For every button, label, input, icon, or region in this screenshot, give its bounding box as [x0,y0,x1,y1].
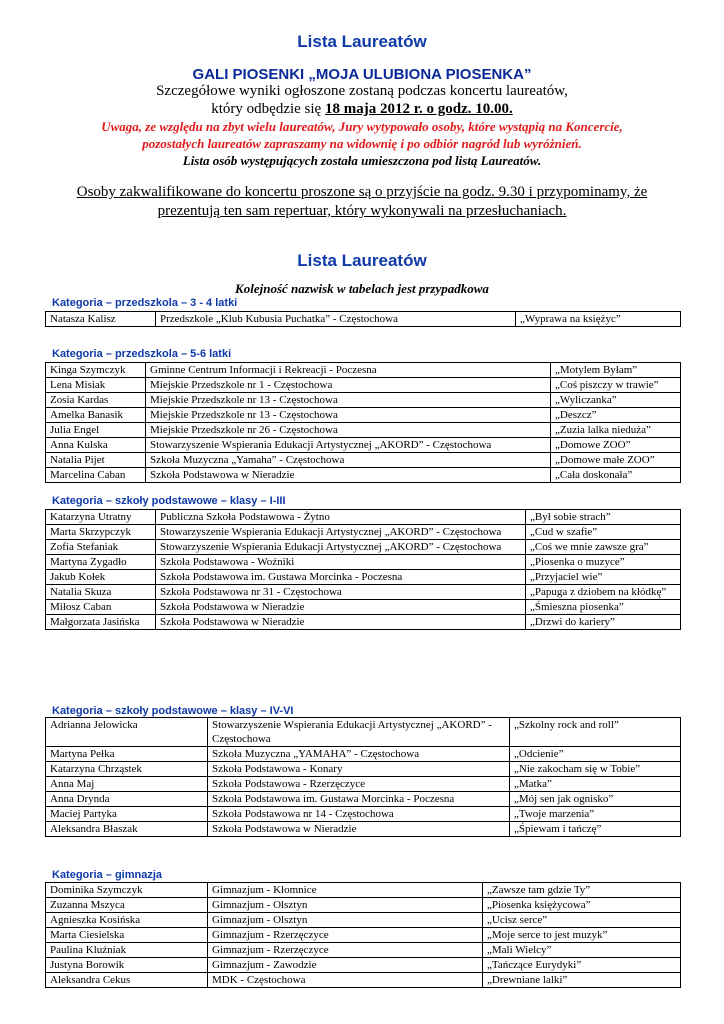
participant-name: Lena Misiak [46,378,146,393]
category-table [45,509,681,630]
warning-line-1: Uwaga, ze względu na zbyt wielu laureatów, Jury wytypowało osoby, które wystąpią na Koncercie, [101,119,623,134]
song-title: „Piosenka księżycowa” [483,898,681,913]
order-note: Kolejność nazwisk w tabelach jest przypadkowa [235,281,489,296]
table-row [46,973,681,988]
participant-name: Zofia Stefaniak [46,540,156,555]
table-row [46,408,681,423]
institution: Szkoła Podstawowa - Konary [208,762,510,777]
participant-name: Natalia Pijet [46,453,146,468]
table-row [46,570,681,585]
institution: Gimnazjum - Olsztyn [208,898,483,913]
participant-name: Adrianna Jelowicka [46,718,208,747]
category-title: Kategoria – przedszkola – 5-6 latki [52,348,232,360]
institution: Szkoła Muzyczna „YAMAHA” - Częstochowa [208,747,510,762]
warning-line-2: pozostałych laureatów zapraszamy na widownię i po odbiór nagród lub wyróżnień. [142,136,582,151]
category-title: Kategoria – szkoły podstawowe – klasy – IV-VI [52,705,294,717]
institution: Stowarzyszenie Wspierania Edukacji Artystycznej „AKORD” - Częstochowa [156,540,526,555]
song-title: „Mali Wielcy” [483,943,681,958]
song-title: „Domowe małe ZOO” [551,453,681,468]
intro-line-1: Szczegółowe wyniki ogłoszone zostaną podczas koncertu laureatów, [156,83,568,99]
table-row [46,913,681,928]
table-row [46,453,681,468]
song-title: „Przyjaciel wie” [526,570,681,585]
song-title: „Piosenka o muzyce” [526,555,681,570]
institution: Stowarzyszenie Wspierania Edukacji Artystycznej „AKORD” - Częstochowa [146,438,551,453]
song-title: „Wyliczanka” [551,393,681,408]
institution: Szkoła Podstawowa - Rzerzęczyce [208,777,510,792]
category-table [45,311,681,327]
table-row [46,762,681,777]
table-row [46,898,681,913]
table-row [46,822,681,837]
table-row [46,777,681,792]
table-row [46,468,681,483]
institution: Szkoła Podstawowa im. Gustawa Morcinka - Poczesna [156,570,526,585]
institution: Szkoła Muzyczna „Yamaha” - Częstochowa [146,453,551,468]
institution: MDK - Częstochowa [208,973,483,988]
institution: Szkoła Podstawowa nr 31 - Częstochowa [156,585,526,600]
table-row [46,747,681,762]
table-row [46,438,681,453]
institution: Gimnazjum - Zawodzie [208,958,483,973]
institution: Gimnazjum - Kłomnice [208,883,483,898]
table-row [46,540,681,555]
participant-name: Paulina Kluźniak [46,943,208,958]
institution: Szkoła Podstawowa w Nieradzie [208,822,510,837]
participant-name: Miłosz Caban [46,600,156,615]
song-title: „Papuga z dziobem na kłódkę” [526,585,681,600]
participant-name: Kinga Szymczyk [46,363,146,378]
song-title: „Śmieszna piosenka” [526,600,681,615]
institution: Szkoła Podstawowa nr 14 - Częstochowa [208,807,510,822]
intro-line-2 [0,101,724,118]
table-row [46,363,681,378]
participant-name: Natasza Kalisz [46,312,156,327]
table-row [46,718,681,747]
performers-note: Lista osób występujących została umieszczona pod listą Laureatów. [182,153,542,168]
participant-name: Anna Drynda [46,792,208,807]
category-title: Kategoria – gimnazja [52,869,163,881]
institution: Szkoła Podstawowa - Woźniki [156,555,526,570]
participant-name: Marcelina Caban [46,468,146,483]
song-title: „Drewniane lalki” [483,973,681,988]
participant-name: Amelka Banasik [46,408,146,423]
table-row [46,600,681,615]
participant-name: Zosia Kardas [46,393,146,408]
category-table [45,882,681,988]
institution: Gimnazjum - Olsztyn [208,913,483,928]
song-title: „Matka” [510,777,681,792]
institution: Miejskie Przedszkole nr 1 - Częstochowa [146,378,551,393]
participant-name: Martyna Pełka [46,747,208,762]
participant-name: Katarzyna Utratny [46,510,156,525]
participant-name: Katarzyna Chrząstek [46,762,208,777]
participant-name: Dominika Szymczyk [46,883,208,898]
participant-name: Marta Skrzypczyk [46,525,156,540]
table-row [46,928,681,943]
participant-name: Aleksandra Cekus [46,973,208,988]
participant-name: Jakub Kołek [46,570,156,585]
page-title: Lista Laureatów [297,32,427,51]
invite-line-1: Osoby zakwalifikowane do koncertu proszone są o przyjście na godz. 9.30 i przypominamy, że [76,184,648,200]
song-title: „Motylem Byłam” [551,363,681,378]
table-row [46,393,681,408]
table-row [46,585,681,600]
participant-name: Justyna Borowik [46,958,208,973]
table-row [46,312,681,327]
institution: Gimnazjum - Rzerzęczyce [208,943,483,958]
song-title: „Ucisz serce” [483,913,681,928]
institution: Gminne Centrum Informacji i Rekreacji - Poczesna [146,363,551,378]
song-title: „Wyprawa na księżyc” [516,312,681,327]
participant-name: Małgorzata Jasińska [46,615,156,630]
song-title: „Moje serce to jest muzyk” [483,928,681,943]
list-title: Lista Laureatów [297,251,427,270]
institution: Stowarzyszenie Wspierania Edukacji Artystycznej „AKORD” - Częstochowa [156,525,526,540]
participant-name: Julia Engel [46,423,146,438]
song-title: „Zawsze tam gdzie Ty” [483,883,681,898]
institution: Stowarzyszenie Wspierania Edukacji Artystycznej „AKORD” - Częstochowa [208,718,510,747]
invite-line-2: prezentują ten sam repertuar, który wykonywali na przesłuchaniach. [157,203,567,219]
institution: Szkoła Podstawowa w Nieradzie [146,468,551,483]
table-row [46,807,681,822]
song-title: „Deszcz” [551,408,681,423]
participant-name: Aleksandra Błaszak [46,822,208,837]
concert-date: 18 maja 2012 r. o godz. 10.00. [324,101,513,117]
participant-name: Anna Kulska [46,438,146,453]
category-table [45,362,681,483]
institution: Przedszkole „Klub Kubusia Puchatka” - Częstochowa [156,312,516,327]
song-title: „Tańczące Eurydyki” [483,958,681,973]
song-title: „Zuzia lalka nieduża” [551,423,681,438]
participant-name: Natalia Skuza [46,585,156,600]
category-table [45,717,681,837]
participant-name: Agnieszka Kosińska [46,913,208,928]
institution: Miejskie Przedszkole nr 26 - Częstochowa [146,423,551,438]
table-row [46,883,681,898]
table-row [46,423,681,438]
song-title: „Był sobie strach” [526,510,681,525]
song-title: „Drzwi do kariery” [526,615,681,630]
participant-name: Zuzanna Mszyca [46,898,208,913]
song-title: „Coś piszczy w trawie” [551,378,681,393]
song-title: „Szkolny rock and roll” [510,718,681,747]
song-title: „Odcienie” [510,747,681,762]
category-title: Kategoria – przedszkola – 3 - 4 latki [52,297,238,309]
participant-name: Maciej Partyka [46,807,208,822]
table-row [46,525,681,540]
institution: Publiczna Szkoła Podstawowa - Żytno [156,510,526,525]
song-title: „Mój sen jak ognisko” [510,792,681,807]
participant-name: Marta Ciesielska [46,928,208,943]
table-row [46,510,681,525]
table-row [46,615,681,630]
institution: Szkoła Podstawowa w Nieradzie [156,600,526,615]
event-title: GALI PIOSENKI „MOJA ULUBIONA PIOSENKA” [192,66,532,83]
song-title: „Coś we mnie zawsze gra” [526,540,681,555]
table-row [46,555,681,570]
participant-name: Martyna Zygadło [46,555,156,570]
table-row [46,792,681,807]
song-title: „Śpiewam i tańczę” [510,822,681,837]
institution: Szkoła Podstawowa w Nieradzie [156,615,526,630]
participant-name: Anna Maj [46,777,208,792]
table-row [46,943,681,958]
table-row [46,958,681,973]
category-title: Kategoria – szkoły podstawowe – klasy – I-III [52,495,286,507]
song-title: „Domowe ZOO” [551,438,681,453]
song-title: „Twoje marzenia” [510,807,681,822]
intro-line-2-prefix: który odbędzie się [211,101,325,117]
institution: Miejskie Przedszkole nr 13 - Częstochowa [146,408,551,423]
institution: Gimnazjum - Rzerzęczyce [208,928,483,943]
song-title: „Nie zakocham się w Tobie” [510,762,681,777]
table-row [46,378,681,393]
institution: Miejskie Przedszkole nr 13 - Częstochowa [146,393,551,408]
song-title: „Cała doskonała” [551,468,681,483]
institution: Szkoła Podstawowa im. Gustawa Morcinka - Poczesna [208,792,510,807]
song-title: „Cud w szafie” [526,525,681,540]
